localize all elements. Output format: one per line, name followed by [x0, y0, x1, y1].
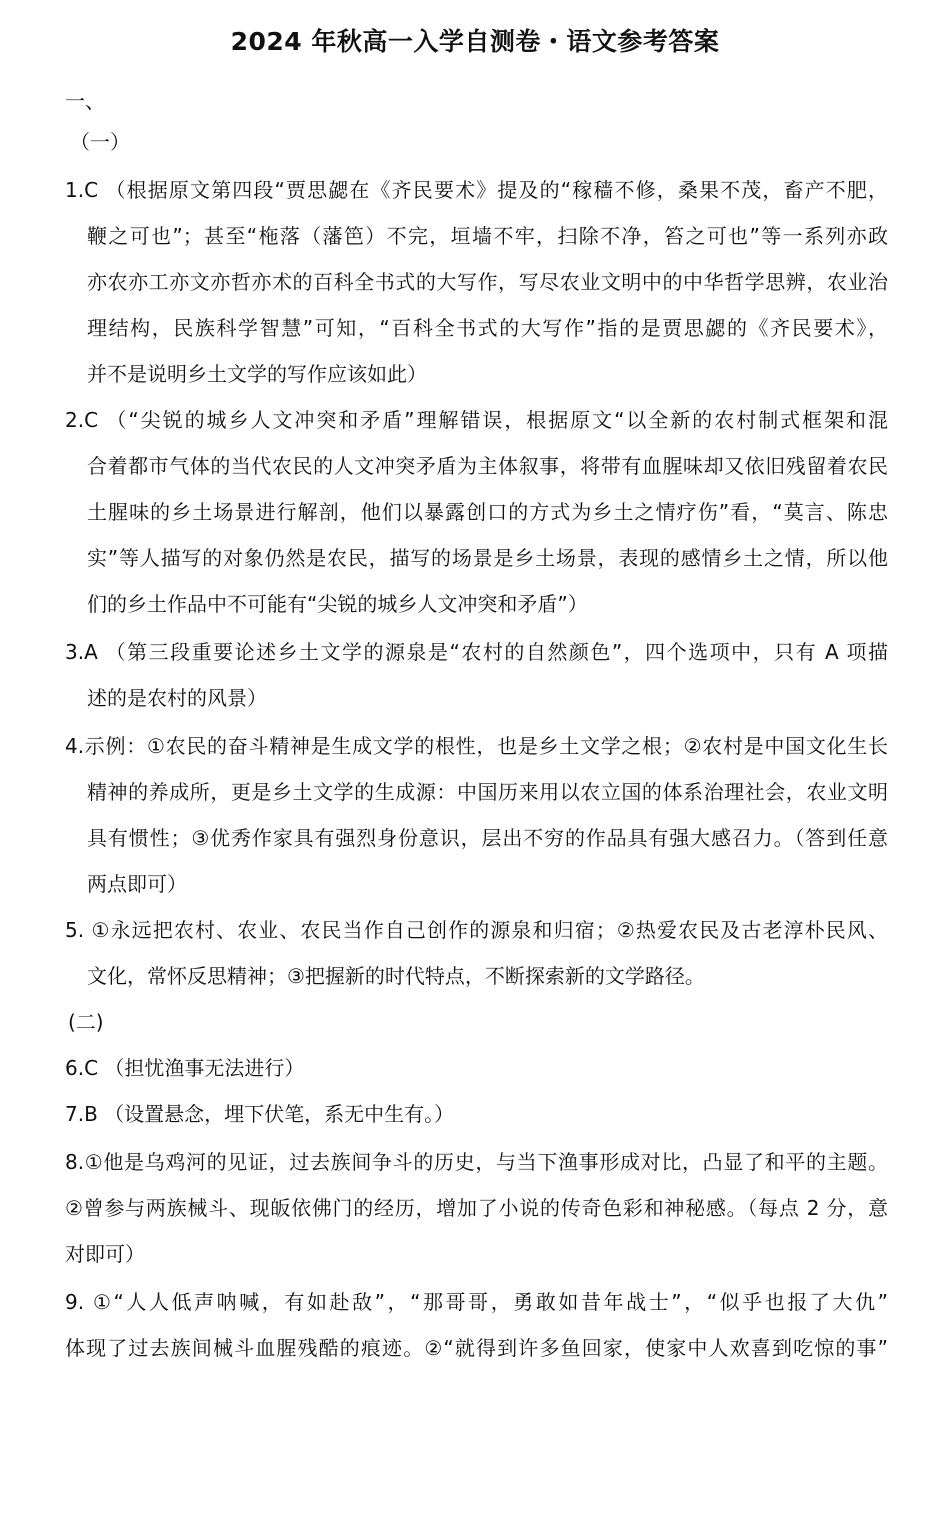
answer-4-line-2: 精神的养成所，更是乡土文学的生成源：中国历来用以农立国的体系治理社会，农业文明 [87, 780, 888, 804]
answer-8-line-1: 8.①他是乌鸡河的见证，过去族间争斗的历史，与当下渔事形成对比，凸显了和平的主题。 [65, 1150, 888, 1174]
answer-1-line-5: 并不是说明乡土文学的写作应该如此） [87, 362, 427, 386]
answer-5-line-2: 文化，常怀反思精神；③把握新的时代特点，不断探索新的文学路径。 [87, 964, 705, 988]
answer-3-line-2: 述的是农村的风景） [87, 686, 267, 710]
answer-5-line-1: 5. ①永远把农村、农业、农民当作自己创作的源泉和归宿；②热爱农民及古老淳朴民风、 [65, 918, 888, 942]
answer-8-line-2: ②曾参与两族械斗、现皈依佛门的经历，增加了小说的传奇色彩和神秘感。（每点 2 分，意 [65, 1196, 888, 1220]
page-title: 2024 年秋高一入学自测卷・语文参考答案 [230, 27, 720, 56]
answer-1-line-1: 1.C （根据原文第四段“贾思勰在《齐民要术》提及的“稼穑不修，桑果不茂，畜产不肥， [65, 178, 888, 202]
section-two-label: (二) [68, 1010, 104, 1034]
answer-9-line-1: 9. ①“人人低声呐喊，有如赴敌”，“那哥哥，勇敢如昔年战士”，“似乎也报了大仇” [65, 1290, 888, 1314]
answer-1-line-3: 亦农亦工亦文亦哲亦术的百科全书式的大写作，写尽农业文明中的中华哲学思辨，农业治 [87, 270, 888, 294]
answer-2-line-5: 们的乡土作品中不可能有“尖锐的城乡人文冲突和矛盾”） [87, 592, 588, 616]
answer-9-line-2: 体现了过去族间械斗血腥残酷的痕迹。②“就得到许多鱼回家，使家中人欢喜到吃惊的事” [65, 1336, 888, 1360]
answer-1-line-4: 理结构，民族科学智慧”可知，“百科全书式的大写作”指的是贾思勰的《齐民要术》， [87, 316, 888, 340]
answer-7-line-1: 7.B （设置悬念，埋下伏笔，系无中生有。） [65, 1102, 455, 1126]
answer-2-line-3: 土腥味的乡土场景进行解剖，他们以暴露创口的方式为乡土之情疗伤”看，“莫言、陈忠 [87, 500, 888, 524]
answer-4-line-4: 两点即可） [87, 872, 187, 896]
answer-6-line-1: 6.C （担忧渔事无法进行） [65, 1056, 305, 1080]
answer-3-line-1: 3.A （第三段重要论述乡土文学的源泉是“农村的自然颜色”，四个选项中，只有 A 项描 [65, 640, 888, 664]
answer-2-line-4: 实”等人描写的对象仍然是农民，描写的场景是乡土场景，表现的感情乡土之情，所以他 [87, 546, 888, 570]
answer-1-line-2: 鞭之可也”；甚至“柂落（藩笆）不完，垣墙不牢，扫除不净，笞之可也”等一系列亦政 [87, 224, 888, 248]
answer-2-line-2: 合着都市气体的当代农民的人文冲突矛盾为主体叙事，将带有血腥味却又依旧残留着农民 [87, 454, 888, 478]
section-one-label: （一） [70, 130, 130, 154]
answer-2-line-1: 2.C （“尖锐的城乡人文冲突和矛盾”理解错误，根据原文“以全新的农村制式框架和混 [65, 408, 888, 432]
part-one-label: 一、 [65, 89, 105, 113]
answer-8-line-3: 对即可） [65, 1242, 145, 1266]
answer-4-line-3: 具有惯性；③优秀作家具有强烈身份意识，层出不穷的作品具有强大感召力。（答到任意 [87, 826, 888, 850]
answer-4-line-1: 4.示例：①农民的奋斗精神是生成文学的根性，也是乡土文学之根；②农村是中国文化生长 [65, 734, 888, 758]
